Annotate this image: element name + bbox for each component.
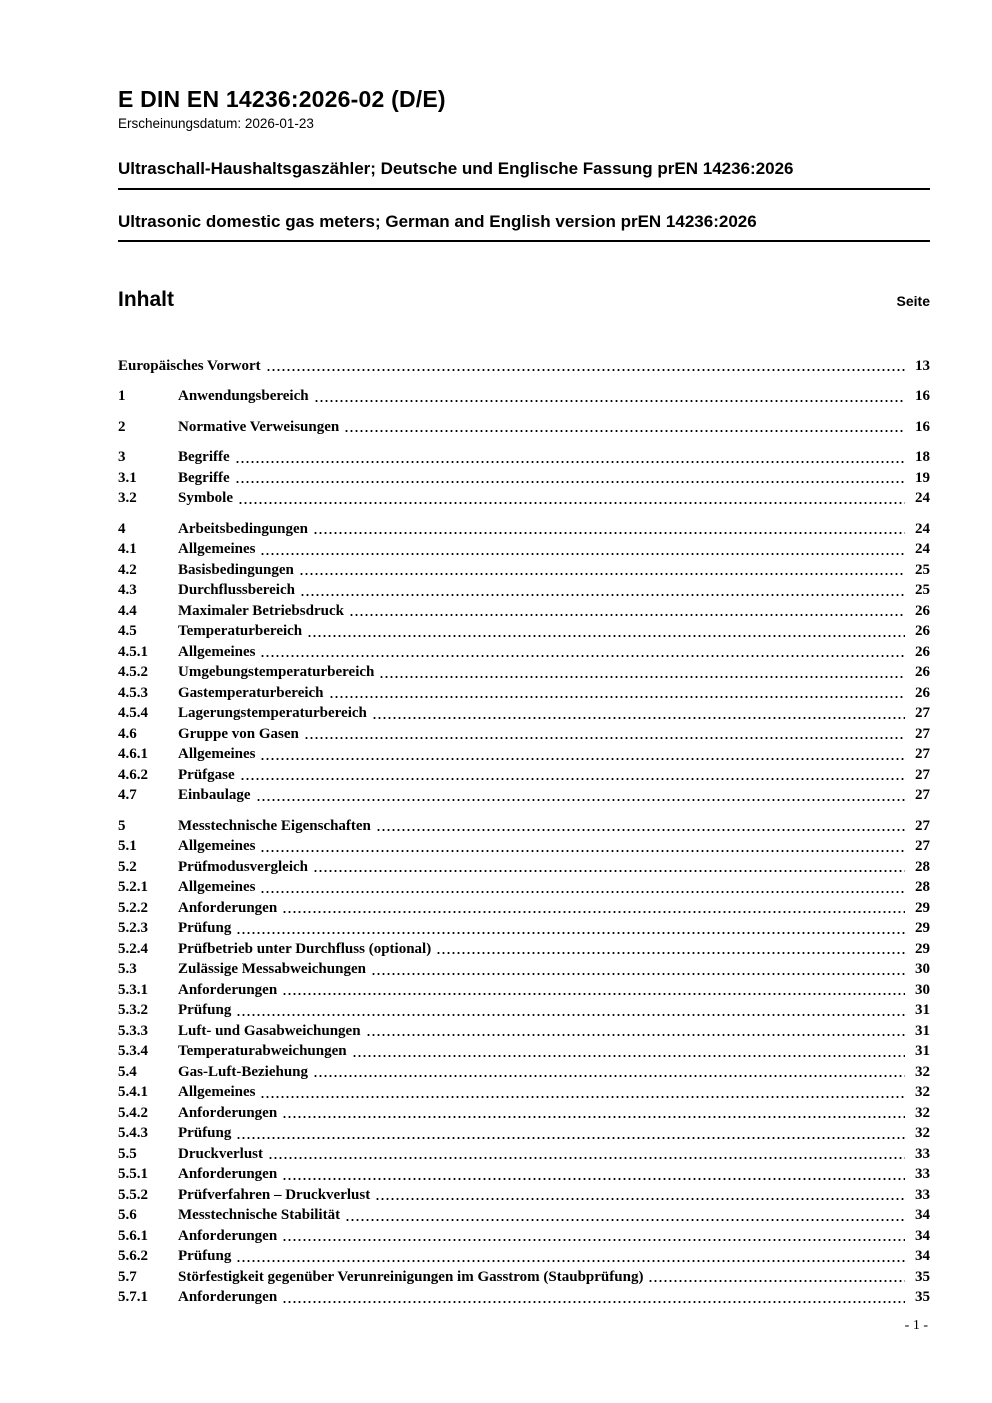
toc-dot-leader	[307, 634, 905, 638]
document-number-heading: E DIN EN 14236:2026-02 (D/E)	[118, 86, 446, 112]
toc-group	[118, 356, 930, 377]
toc-entry-page: 32	[915, 1125, 930, 1142]
toc-entry-title: Anforderungen	[178, 1166, 278, 1183]
toc-entry[interactable]	[118, 765, 930, 786]
toc-entry-number: 5.2.2	[118, 899, 148, 916]
toc-dot-leader	[282, 1115, 905, 1119]
toc-dot-leader	[300, 593, 905, 597]
toc-entry-number: 4.5.4	[118, 705, 148, 722]
toc-entry[interactable]	[118, 1062, 930, 1083]
toc-entry-title: Normative Verweisungen	[178, 418, 340, 435]
toc-entry-title: Messtechnische Eigenschaften	[178, 817, 371, 834]
toc-entry-title: Anforderungen	[178, 1104, 278, 1121]
toc-entry-number: 5.1	[118, 838, 137, 855]
toc-entry[interactable]	[118, 1123, 930, 1144]
toc-dot-leader	[268, 1156, 905, 1160]
toc-entry[interactable]	[118, 1144, 930, 1165]
toc-entry[interactable]	[118, 683, 930, 704]
toc-dot-leader	[236, 1259, 905, 1263]
toc-entry-number: 4.4	[118, 602, 137, 619]
toc-entry[interactable]	[118, 980, 930, 1001]
toc-group	[118, 816, 930, 1308]
toc-dot-leader	[282, 1238, 905, 1242]
toc-dot-leader	[299, 572, 905, 576]
toc-entry[interactable]	[118, 1021, 930, 1042]
toc-entry-page: 34	[915, 1207, 930, 1224]
toc-dot-leader	[375, 1197, 905, 1201]
toc-entry-page: 33	[915, 1145, 930, 1162]
toc-entry-title: Temperaturabweichungen	[178, 1043, 347, 1060]
toc-entry-number: 5.5.2	[118, 1186, 148, 1203]
toc-entry[interactable]	[118, 1246, 930, 1267]
toc-entry-number: 4.6	[118, 725, 137, 742]
toc-entry-page: 16	[915, 418, 930, 435]
toc-entry-number: 5.4.3	[118, 1125, 148, 1142]
toc-entry-title: Prüfbetrieb unter Durchfluss (optional)	[178, 940, 432, 957]
toc-entry-page: 25	[915, 582, 930, 599]
toc-entry-title: Anforderungen	[178, 1227, 278, 1244]
toc-entry-page: 26	[915, 664, 930, 681]
toc-entry-number: 5.5.1	[118, 1166, 148, 1183]
toc-entry[interactable]	[118, 539, 930, 560]
toc-entry-page: 33	[915, 1166, 930, 1183]
toc-entry-number: 1	[118, 388, 126, 405]
toc-entry-title: Gas-Luft-Beziehung	[178, 1063, 309, 1080]
toc-dot-leader	[436, 951, 905, 955]
toc-entry-title: Basisbedingungen	[178, 561, 294, 578]
toc-entry-page: 24	[915, 490, 930, 507]
toc-entry-page: 35	[915, 1268, 930, 1285]
toc-entry-title: Prüfgase	[178, 766, 235, 783]
toc-entry-number: 4	[118, 520, 126, 537]
toc-entry[interactable]	[118, 1164, 930, 1185]
toc-entry[interactable]	[118, 836, 930, 857]
toc-entry-title: Anforderungen	[178, 1289, 278, 1306]
toc-dot-leader	[282, 992, 905, 996]
toc-dot-leader	[372, 716, 905, 720]
toc-entry[interactable]	[118, 417, 930, 438]
toc-entry-number: 5.4	[118, 1063, 137, 1080]
toc-entry[interactable]	[118, 898, 930, 919]
toc-entry-page: 28	[915, 879, 930, 896]
toc-heading: Inhalt	[118, 287, 174, 311]
toc-entry-page: 34	[915, 1227, 930, 1244]
toc-entry-number: 5	[118, 817, 126, 834]
toc-entry-number: 4.5	[118, 623, 137, 640]
toc-dot-leader	[376, 828, 905, 832]
toc-entry-page: 32	[915, 1084, 930, 1101]
toc-entry-number: 4.5.1	[118, 643, 148, 660]
toc-entry-title: Anforderungen	[178, 899, 278, 916]
toc-entry[interactable]	[118, 560, 930, 581]
toc-entry-page: 29	[915, 920, 930, 937]
toc-entry-number: 5.2.4	[118, 940, 148, 957]
toc-entry-page: 27	[915, 725, 930, 742]
toc-dot-leader	[352, 1054, 905, 1058]
toc-entry[interactable]	[118, 621, 930, 642]
toc-entry-page: 26	[915, 684, 930, 701]
toc-group	[118, 447, 930, 509]
toc-entry-page: 31	[915, 1002, 930, 1019]
toc-entry-title: Durchflussbereich	[178, 582, 295, 599]
toc-entry-number: 5.2	[118, 858, 137, 875]
toc-dot-leader	[256, 798, 905, 802]
toc-entry[interactable]	[118, 468, 930, 489]
toc-entry-title: Prüfmodusvergleich	[178, 858, 308, 875]
toc-entry[interactable]	[118, 642, 930, 663]
toc-entry-page: 26	[915, 602, 930, 619]
toc-entry-page: 27	[915, 817, 930, 834]
toc-dot-leader	[260, 654, 905, 658]
toc-entry[interactable]	[118, 356, 930, 377]
toc-entry-number: 5.3.2	[118, 1002, 148, 1019]
toc-entry-title: Störfestigkeit gegenüber Verunreinigungen im Gasstrom (Staubprüfung)	[178, 1268, 644, 1285]
toc-entry-number: 5.6	[118, 1207, 137, 1224]
toc-entry[interactable]	[118, 1082, 930, 1103]
toc-dot-leader	[260, 890, 905, 894]
toc-dot-leader	[366, 1033, 905, 1037]
toc-entry-title: Druckverlust	[178, 1145, 263, 1162]
toc-entry-page: 19	[915, 469, 930, 486]
toc-entry-number: 4.5.2	[118, 664, 148, 681]
document-title-english: Ultrasonic domestic gas meters; German and English version prEN 14236:2026	[118, 211, 930, 242]
toc-entry[interactable]	[118, 519, 930, 540]
toc-entry-page: 32	[915, 1104, 930, 1121]
toc-entry-title: Umgebungstemperaturbereich	[178, 664, 375, 681]
toc-entry-page: 30	[915, 961, 930, 978]
toc-entry-title: Maximaler Betriebsdruck	[178, 602, 344, 619]
toc-entry[interactable]	[118, 939, 930, 960]
toc-entry-page: 26	[915, 623, 930, 640]
toc-entry-page: 32	[915, 1063, 930, 1080]
toc-entry-title: Allgemeines	[178, 879, 256, 896]
toc-entry-page: 24	[915, 541, 930, 558]
toc-dot-leader	[349, 613, 905, 617]
toc-entry-page: 26	[915, 643, 930, 660]
toc-entry-number: 4.7	[118, 787, 137, 804]
toc-dot-leader	[379, 675, 905, 679]
toc-entry[interactable]	[118, 857, 930, 878]
toc-dot-leader	[236, 931, 905, 935]
toc-entry-page: 29	[915, 940, 930, 957]
toc-entry-title: Allgemeines	[178, 838, 256, 855]
toc-dot-leader	[313, 869, 905, 873]
toc-entry[interactable]	[118, 877, 930, 898]
toc-group	[118, 386, 930, 407]
toc-dot-leader	[260, 1095, 905, 1099]
toc-dot-leader	[313, 1074, 905, 1078]
toc-header	[118, 288, 930, 312]
toc-dot-leader	[235, 480, 905, 484]
toc-dot-leader	[282, 910, 905, 914]
toc-entry-page: 24	[915, 520, 930, 537]
toc-entry-page: 13	[915, 357, 930, 374]
toc-entry[interactable]	[118, 488, 930, 509]
toc-dot-leader	[648, 1279, 905, 1283]
toc-group	[118, 417, 930, 438]
toc-entry-number: 5.3.3	[118, 1022, 148, 1039]
toc-dot-leader	[240, 777, 905, 781]
toc-entry-page: 35	[915, 1289, 930, 1306]
toc-entry-number: 5.2.3	[118, 920, 148, 937]
toc-entry[interactable]	[118, 1041, 930, 1062]
toc-dot-leader	[282, 1300, 905, 1304]
toc-dot-leader	[371, 972, 905, 976]
toc-entry[interactable]	[118, 386, 930, 407]
toc-entry-title: Anforderungen	[178, 981, 278, 998]
toc-entry-title: Einbaulage	[178, 787, 251, 804]
toc-dot-leader	[235, 460, 905, 464]
toc-entry[interactable]	[118, 959, 930, 980]
toc-entry-title: Begriffe	[178, 449, 230, 466]
toc-entry-title: Symbole	[178, 490, 234, 507]
toc-entry-title: Zulässige Messabweichungen	[178, 961, 366, 978]
toc-entry-number: 4.5.3	[118, 684, 148, 701]
toc-entry-title: Prüfung	[178, 1248, 232, 1265]
toc-entry-page: 27	[915, 838, 930, 855]
toc-entry-title: Europäisches Vorwort	[118, 357, 261, 374]
toc-entry[interactable]	[118, 1000, 930, 1021]
toc-entry-number: 5.4.1	[118, 1084, 148, 1101]
toc-entry-page: 30	[915, 981, 930, 998]
toc-entry-number: 3	[118, 449, 126, 466]
toc-entry-title: Allgemeines	[178, 541, 256, 558]
toc-dot-leader	[314, 399, 905, 403]
toc-entry-page: 31	[915, 1043, 930, 1060]
toc-entry-title: Allgemeines	[178, 643, 256, 660]
toc-entry-page: 27	[915, 787, 930, 804]
toc-entry[interactable]	[118, 1226, 930, 1247]
toc-dot-leader	[345, 1218, 905, 1222]
toc-entry[interactable]	[118, 1103, 930, 1124]
publication-date: Erscheinungsdatum: 2026-01-23	[118, 116, 314, 132]
toc-entry[interactable]	[118, 1287, 930, 1308]
toc-entry-page: 31	[915, 1022, 930, 1039]
toc-entry-number: 4.6.1	[118, 746, 148, 763]
toc-group	[118, 519, 930, 806]
toc-entry-number: 3.1	[118, 469, 137, 486]
toc-entry-number: 4.2	[118, 561, 137, 578]
toc-entry-title: Allgemeines	[178, 746, 256, 763]
toc-entry-number: 4.6.2	[118, 766, 148, 783]
toc-entry-title: Prüfung	[178, 1002, 232, 1019]
toc-entry[interactable]	[118, 724, 930, 745]
toc-entry[interactable]	[118, 744, 930, 765]
toc-entry-page: 27	[915, 705, 930, 722]
toc-entry-title: Lagerungstemperaturbereich	[178, 705, 367, 722]
toc-dot-leader	[260, 849, 905, 853]
toc-entry-page: 27	[915, 746, 930, 763]
toc-entry-number: 4.3	[118, 582, 137, 599]
document-title-german: Ultraschall-Haushaltsgaszähler; Deutsche und Englische Fassung prEN 14236:2026	[118, 158, 930, 189]
toc-entry-page: 18	[915, 449, 930, 466]
toc-entry-number: 5.3	[118, 961, 137, 978]
toc-entry-number: 4.1	[118, 541, 137, 558]
toc-entry-number: 5.7.1	[118, 1289, 148, 1306]
toc-entry-title: Anwendungsbereich	[178, 388, 309, 405]
toc-dot-leader	[236, 1013, 905, 1017]
toc-entry-page: 28	[915, 858, 930, 875]
toc-entry[interactable]	[118, 785, 930, 806]
toc-entry-title: Prüfung	[178, 1125, 232, 1142]
toc-entry-title: Allgemeines	[178, 1084, 256, 1101]
toc-entry-number: 3.2	[118, 490, 137, 507]
toc-entry-number: 5.5	[118, 1145, 137, 1162]
toc-entry[interactable]	[118, 1185, 930, 1206]
toc-dot-leader	[329, 695, 905, 699]
toc-dot-leader	[266, 368, 905, 372]
toc-entry[interactable]	[118, 703, 930, 724]
toc-entry-number: 5.6.2	[118, 1248, 148, 1265]
toc-dot-leader	[304, 736, 905, 740]
toc-dot-leader	[260, 552, 905, 556]
toc-dot-leader	[238, 501, 905, 505]
page-number-footer: - 1 -	[904, 1318, 928, 1333]
toc-entry[interactable]	[118, 601, 930, 622]
toc-entry[interactable]	[118, 1267, 930, 1288]
toc-entry-page: 27	[915, 766, 930, 783]
toc-dot-leader	[344, 429, 905, 433]
toc-entry-page: 25	[915, 561, 930, 578]
toc-dot-leader	[260, 757, 905, 761]
toc-entry-title: Messtechnische Stabilität	[178, 1207, 341, 1224]
toc-entry-title: Gruppe von Gasen	[178, 725, 299, 742]
toc-entry-number: 5.3.1	[118, 981, 148, 998]
toc-dot-leader	[236, 1136, 905, 1140]
toc-entry[interactable]	[118, 918, 930, 939]
toc-entry-number: 5.3.4	[118, 1043, 148, 1060]
toc-entry-number: 5.6.1	[118, 1227, 148, 1244]
toc-entry-number: 2	[118, 418, 126, 435]
toc-entry-number: 5.4.2	[118, 1104, 148, 1121]
toc-entry-title: Prüfverfahren – Druckverlust	[178, 1186, 371, 1203]
toc-entry-page: 29	[915, 899, 930, 916]
toc-entry-title: Temperaturbereich	[178, 623, 303, 640]
toc-entry[interactable]	[118, 447, 930, 468]
toc-page-column-label: Seite	[896, 292, 930, 309]
toc-entry-title: Begriffe	[178, 469, 230, 486]
toc-entry[interactable]	[118, 662, 930, 683]
toc-entry-title: Gastemperaturbereich	[178, 684, 324, 701]
toc-entry[interactable]	[118, 580, 930, 601]
toc-entry-page: 16	[915, 388, 930, 405]
toc-entry-title: Arbeitsbedingungen	[178, 520, 309, 537]
toc-entry-title: Luft- und Gasabweichungen	[178, 1022, 361, 1039]
toc-list	[118, 356, 930, 1308]
toc-entry-number: 5.2.1	[118, 879, 148, 896]
toc-entry-page: 34	[915, 1248, 930, 1265]
toc-entry[interactable]	[118, 1205, 930, 1226]
toc-entry-number: 5.7	[118, 1268, 137, 1285]
toc-entry-title: Prüfung	[178, 920, 232, 937]
toc-dot-leader	[282, 1177, 905, 1181]
toc-dot-leader	[313, 531, 905, 535]
toc-entry[interactable]	[118, 816, 930, 837]
toc-entry-page: 33	[915, 1186, 930, 1203]
